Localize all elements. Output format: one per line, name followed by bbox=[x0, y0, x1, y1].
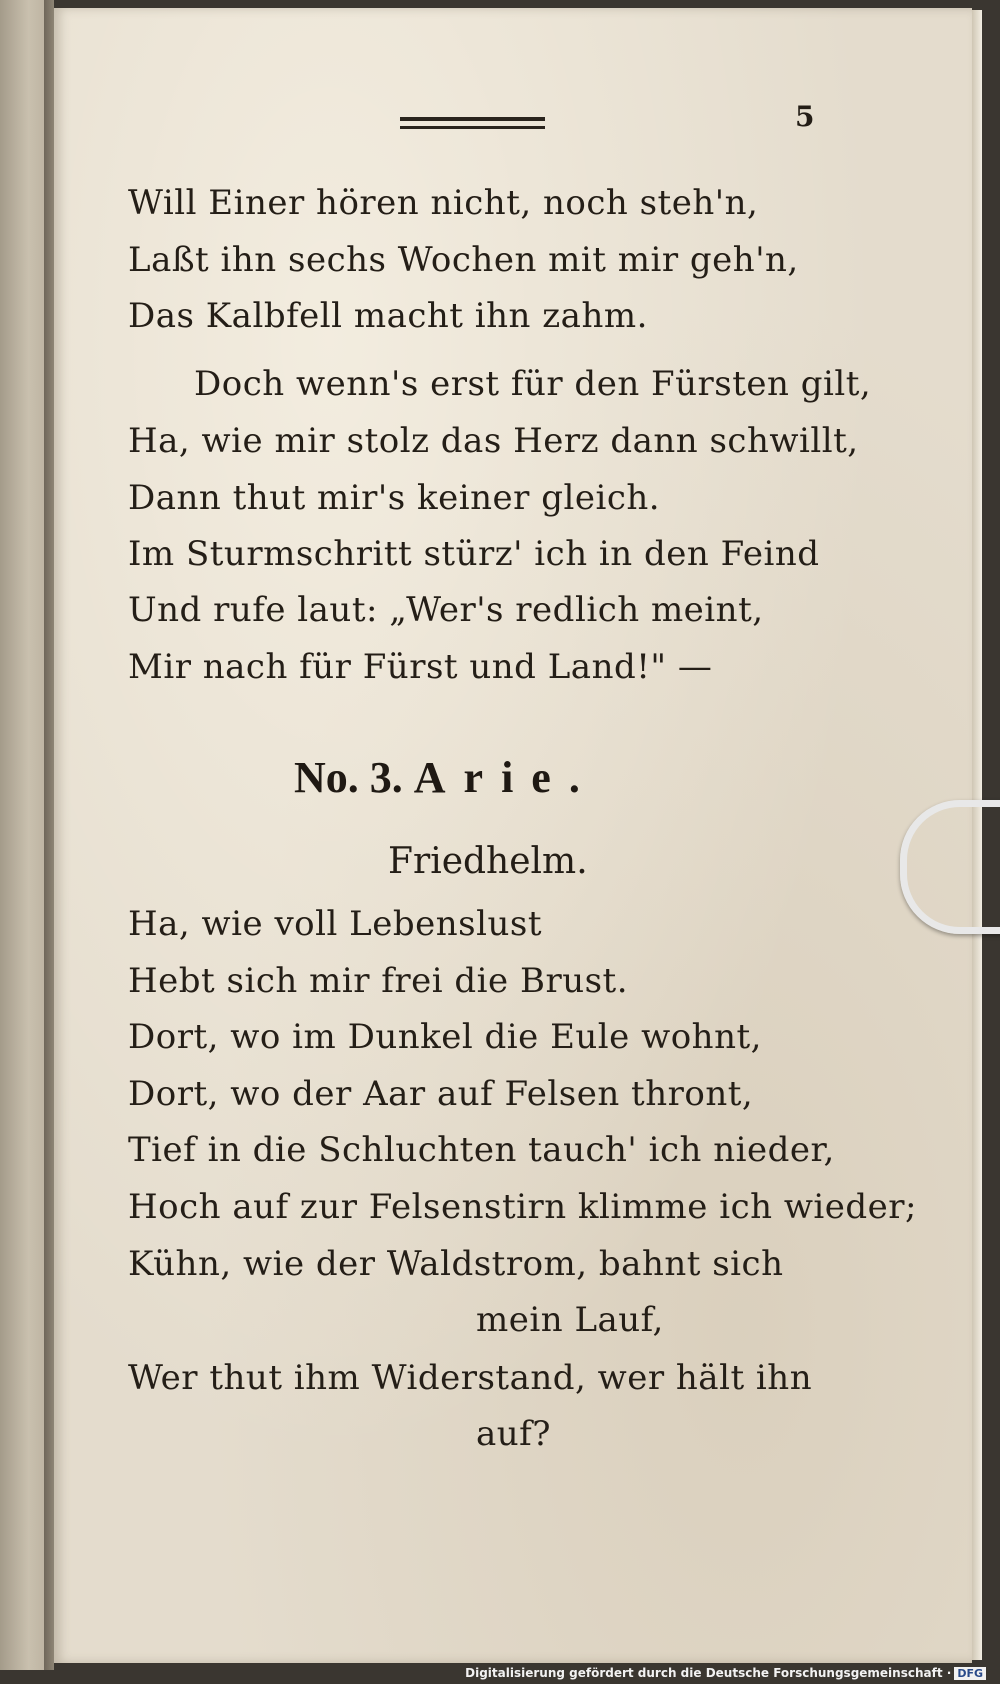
stanza-2-line-6: Mir nach für Fürst und Land!" — bbox=[128, 647, 713, 687]
aria-line-8-continuation: auf? bbox=[476, 1414, 551, 1454]
aria-line-8: Wer thut ihm Widerstand, wer hält ihn bbox=[128, 1358, 813, 1398]
stanza-1-line-3: Das Kalbfell macht ihn zahm. bbox=[128, 296, 648, 336]
stanza-2-line-4: Im Sturmschritt stürz' ich in den Feind bbox=[128, 534, 820, 574]
speaker-name: Friedhelm. bbox=[388, 841, 588, 882]
heading-number: No. 3. bbox=[294, 753, 403, 802]
page-number: 5 bbox=[795, 100, 815, 133]
aria-line-6: Hoch auf zur Felsenstirn klimme ich wieder; bbox=[128, 1187, 918, 1227]
footer-text: Digitalisierung gefördert durch die Deutsche Forschungsgemeinschaft · bbox=[465, 1666, 952, 1680]
aria-line-1: Ha, wie voll Lebenslust bbox=[128, 904, 542, 944]
aria-line-4: Dort, wo der Aar auf Felsen thront, bbox=[128, 1074, 754, 1114]
stanza-2-line-1: Doch wenn's erst für den Fürsten gilt, bbox=[194, 364, 872, 404]
dfg-logo: DFG bbox=[954, 1667, 986, 1680]
aria-line-3: Dort, wo im Dunkel die Eule wohnt, bbox=[128, 1017, 762, 1057]
aria-line-2: Hebt sich mir frei die Brust. bbox=[128, 961, 629, 1001]
stanza-1-line-1: Will Einer hören nicht, noch steh'n, bbox=[128, 183, 759, 223]
stanza-2-line-3: Dann thut mir's keiner gleich. bbox=[128, 478, 661, 518]
heading-title: Arie. bbox=[413, 753, 598, 802]
top-rule bbox=[400, 117, 545, 121]
section-heading bbox=[294, 752, 598, 803]
aria-line-7-continuation: mein Lauf, bbox=[476, 1300, 664, 1340]
aria-line-7: Kühn, wie der Waldstrom, bahnt sich bbox=[128, 1244, 784, 1284]
top-rule-second bbox=[400, 126, 545, 129]
stanza-2-line-2: Ha, wie mir stolz das Herz dann schwillt, bbox=[128, 421, 859, 461]
book-spine bbox=[44, 0, 54, 1670]
aria-line-5: Tief in die Schluchten tauch' ich nieder, bbox=[128, 1130, 835, 1170]
paperclip bbox=[900, 800, 1000, 934]
stanza-1-line-2: Laßt ihn sechs Wochen mit mir geh'n, bbox=[128, 240, 799, 280]
stanza-2-line-5: Und rufe laut: „Wer's redlich meint, bbox=[128, 590, 764, 630]
attribution-footer bbox=[465, 1666, 986, 1680]
